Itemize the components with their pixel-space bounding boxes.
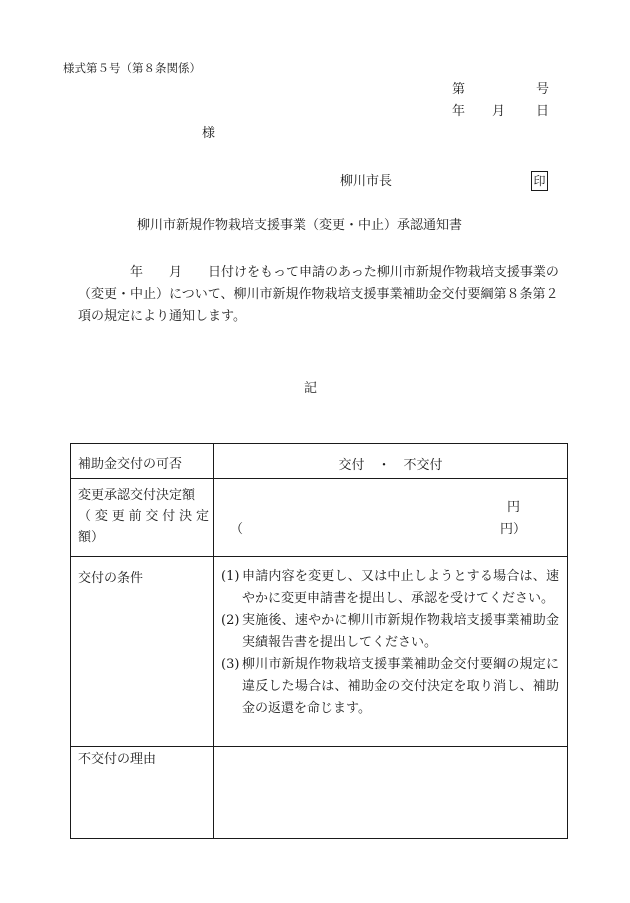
ki-heading: 記 <box>304 381 318 396</box>
yen-unit-close: 円） <box>499 522 526 537</box>
addressee-suffix: 様 <box>202 126 216 141</box>
condition-number: (2) <box>221 613 240 628</box>
conditions-label: 交付の条件 <box>78 571 144 586</box>
date-day: 日 <box>536 104 550 119</box>
table-cell <box>214 479 568 557</box>
condition-text: 柳川市新規作物栽培支援事業補助金交付要綱の規定に違反した場合は、補助金の交付決定を取り消し、補助金の返還を命じます。 <box>242 657 559 716</box>
document-title: 柳川市新規作物栽培支援事業（変更・中止）承認通知書 <box>137 218 463 233</box>
seal-stamp: 印 <box>531 171 548 191</box>
body-paragraph: 年 月 日付けをもって申請のあった柳川市新規作物栽培支援事業の（変更・中止）について、柳川市新規作物栽培支援事業補助金交付要綱第８条第２項の規定により通知します。 <box>78 265 559 324</box>
table-row <box>71 479 568 557</box>
date-month: 月 <box>492 104 506 119</box>
form-number: 様式第５号（第８条関係） <box>63 61 201 75</box>
document-number-suffix: 号 <box>536 82 550 97</box>
condition-number: (1) <box>221 569 240 584</box>
table-cell <box>71 479 214 557</box>
table-cell <box>214 444 568 479</box>
table-cell <box>71 747 214 839</box>
date-year: 年 <box>452 104 466 119</box>
document-number-label: 第 <box>452 82 466 97</box>
table-cell <box>214 557 568 747</box>
amount-label-line1: 変更承認交付決定額 <box>78 488 196 503</box>
amount-label-line3: 額） <box>78 530 105 545</box>
condition-text: 実施後、速やかに柳川市新規作物栽培支援事業補助金実績報告書を提出してください。 <box>242 613 559 650</box>
subsidy-availability-label: 補助金交付の可否 <box>78 457 183 472</box>
conditions-list <box>214 557 567 724</box>
table-row <box>71 444 568 479</box>
list-item <box>221 610 559 654</box>
list-item <box>221 566 559 610</box>
approval-table <box>70 443 568 839</box>
subsidy-availability-value: 交付 ・ 不交付 <box>338 458 443 473</box>
table-row <box>71 747 568 839</box>
amount-label-line2: （変更前交付決定 <box>78 509 209 524</box>
list-item <box>221 654 559 720</box>
table-row <box>71 557 568 747</box>
non-grant-reason-cell <box>214 747 568 839</box>
paren-open: （ <box>230 522 244 537</box>
yen-unit: 円 <box>506 500 520 515</box>
issuer-name: 柳川市長 <box>340 174 393 189</box>
non-grant-reason-label: 不交付の理由 <box>78 752 157 767</box>
table-cell <box>71 444 214 479</box>
condition-text: 申請内容を変更し、又は中止しようとする場合は、速やかに変更申請書を提出し、承認を受けてください。 <box>242 569 559 606</box>
table-cell <box>71 557 214 747</box>
condition-number: (3) <box>221 657 240 672</box>
